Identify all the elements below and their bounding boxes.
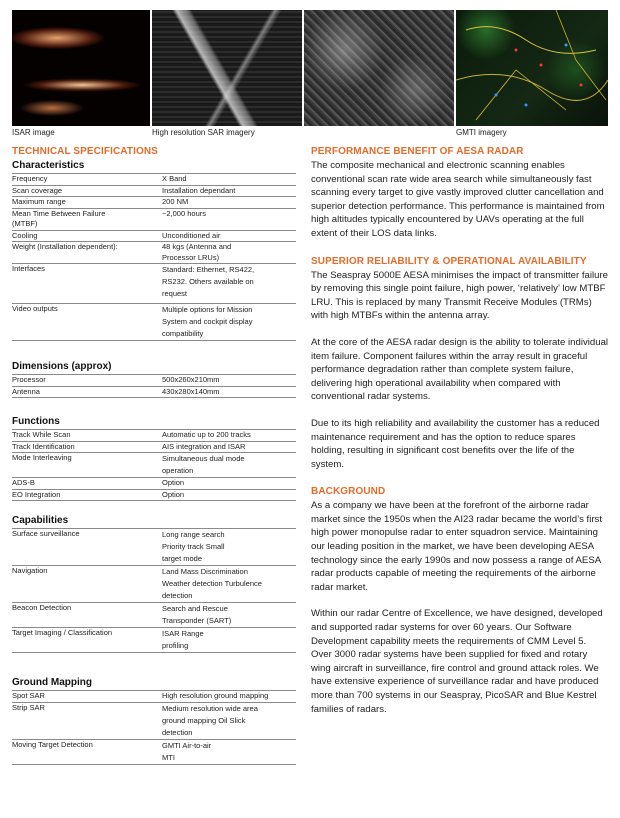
- table-row: Surface surveillance Long range search Priority track Small target mode: [12, 528, 296, 566]
- section-title-dimensions: Dimensions (approx): [12, 361, 112, 372]
- sar-image-detail: [304, 10, 454, 126]
- reliability-paragraph-1: The Seaspray 5000E AESA minimises the impact of transmitter failure by removing this single point failure, high power, ‘relatively’ low MTBF LRU. This is replaced by many Transmit Receive Modules (TRMs) with high MTBFs within the antenna array.: [311, 269, 609, 322]
- table-row: Antenna 430x280x140mm: [12, 387, 296, 399]
- technical-specifications: [12, 146, 296, 765]
- dimensions-table: [12, 374, 296, 398]
- table-row: Beacon Detection Search and Rescue Transponder (SART): [12, 603, 296, 628]
- table-row: Scan coverage Installation dependant: [12, 186, 296, 198]
- gmti-overlay: [456, 10, 608, 126]
- background-paragraph-2: Within our radar Centre of Excellence, we have designed, developed and supported radar systems for over 60 years. Our Software Development capability meets the requirements of CMM Level 5. Over 3000 radar systems have been supplied for fixed and rotary wing aircraft in surveillance, fire control and ground attack roles. We have extensive experience of surveillance radar and have produced more than 700 systems in our Seaspray, PicoSAR and Blue Kestrel families of radars.: [311, 608, 603, 715]
- tech-spec-heading: TECHNICAL SPECIFICATIONS: [12, 146, 158, 157]
- table-row: Track Identification AIS integration and ISAR: [12, 442, 296, 454]
- table-row: Mode Interleaving Simultaneous dual mode operation: [12, 453, 296, 478]
- table-row: Weight (Installation dependent): 48 kgs (Antenna and Processor LRUs): [12, 242, 296, 264]
- table-row: Track While Scan Automatic up to 200 tracks: [12, 429, 296, 442]
- table-row: ADS-B Option: [12, 478, 296, 490]
- reliability-heading: SUPERIOR RELIABILITY & OPERATIONAL AVAILABILITY: [311, 255, 587, 267]
- background-heading: BACKGROUND: [311, 486, 386, 498]
- section-title-capabilities: Capabilities: [12, 515, 69, 526]
- ground-mapping-table: [12, 690, 296, 765]
- high-resolution-sar-image: [152, 10, 302, 126]
- table-row: Spot SAR High resolution ground mapping: [12, 690, 296, 703]
- table-row: Maximum range 200 NM: [12, 197, 296, 209]
- caption-gmti: GMTI imagery: [456, 128, 507, 137]
- table-row: Strip SAR Medium resolution wide area ground mapping Oil Slick detection: [12, 703, 296, 740]
- table-row: EO Integration Option: [12, 490, 296, 502]
- section-title-ground-mapping: Ground Mapping: [12, 677, 92, 688]
- performance-paragraph: The composite mechanical and electronic scanning enables conventional scan rate wide area search while simultaneously fast scanning every target to give vastly improved clutter cancellation and superior detection performance. This performance is maintained from high altitudes typically encountered by UAVs operating at the full extent of their LOS data links.: [311, 160, 605, 239]
- section-title-characteristics: Characteristics: [12, 160, 85, 171]
- right-column: [311, 146, 609, 716]
- characteristics-table: [12, 173, 296, 341]
- caption-hires-sar: High resolution SAR imagery: [152, 128, 255, 137]
- gmti-image: [456, 10, 608, 126]
- table-row: Frequency X Band: [12, 173, 296, 186]
- performance-heading: PERFORMANCE BENEFIT OF AESA RADAR: [311, 146, 524, 157]
- isar-image: [12, 10, 150, 126]
- background-paragraph-1: As a company we have been at the forefront of the airborne radar market since the 1950s when the AI23 radar became the world’s first high power monopulse radar to enter squadron service. Maintaining our leading position in the market, we have been developing AESA technology since the early 1990s and now possess a range of AESA radar products capable of meeting the requirements of the airborne radar market.: [311, 500, 602, 593]
- table-row: Target Imaging / Classification ISAR Range profiling: [12, 628, 296, 653]
- table-row: Cooling Unconditioned air: [12, 231, 296, 243]
- reliability-paragraph-3: Due to its high reliability and availability the customer has a reduced maintenance requirement and has the option to reduce spares holding, resulting in significant cost benefits over the life of the system.: [311, 417, 600, 470]
- table-row: Navigation Land Mass Discrimination Weather detection Turbulence detection: [12, 566, 296, 603]
- section-title-functions: Functions: [12, 416, 60, 427]
- table-row: Video outputs Multiple options for Mission System and cockpit display compatibility: [12, 304, 296, 341]
- reliability-paragraph-2: At the core of the AESA radar design is the ability to tolerate individual item failure. Component failures within the array result in graceful performance degradation rather than complete system failure, delivering high operational availability when compared with conventional radar systems.: [311, 336, 609, 403]
- image-strip: [12, 10, 608, 126]
- table-row: Moving Target Detection GMTI Air-to-air MTI: [12, 740, 296, 765]
- caption-isar: ISAR image: [12, 128, 55, 137]
- functions-table: [12, 429, 296, 501]
- table-row: Interfaces Standard: Ethernet, RS422, RS232. Others available on request: [12, 264, 296, 304]
- table-row: Mean Time Between Failure (MTBF) ~2,000 hours: [12, 209, 296, 231]
- capabilities-table: [12, 528, 296, 653]
- table-row: Processor 500x260x210mm: [12, 374, 296, 387]
